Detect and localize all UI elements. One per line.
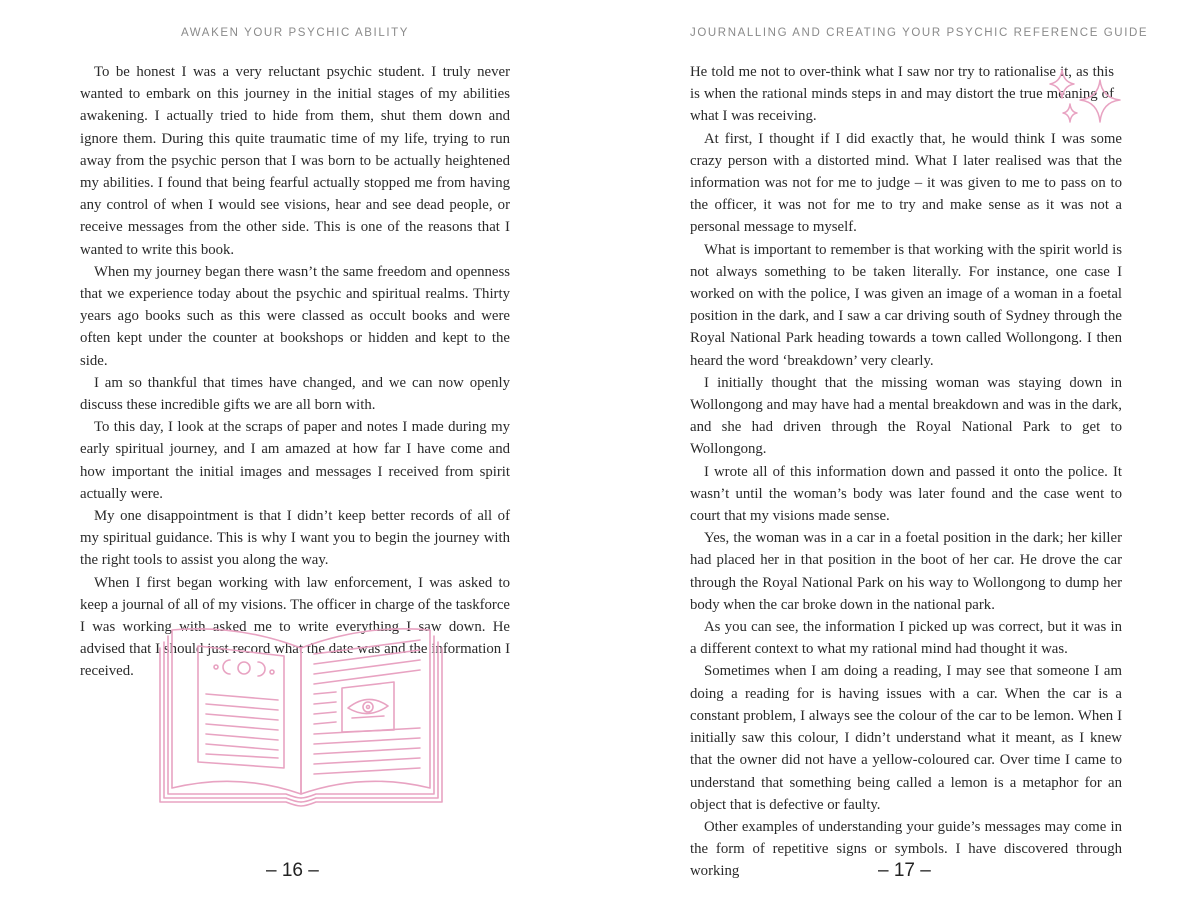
page-number-right: – 17 –: [878, 860, 931, 881]
sparkle-stars-icon: [1044, 68, 1124, 135]
paragraph: Other examples of understanding your guide’s messages may come in the form of repetitive signs or symbols. I have discovered through working: [690, 818, 1122, 880]
right-page: [600, 0, 1200, 918]
paragraph: My one disappointment is that I didn’t keep better records of all of my spiritual guidance. This is why I want you to begin the journey with the right tools to assist you along the way.: [80, 508, 510, 569]
paragraph: When I first began working with law enforcement, I was asked to keep a journal of all of my visions. The officer in charge of the taskforce I was working with asked me to write everything I saw down. He advised that I should just record what the date was and the information I received.: [80, 574, 510, 680]
paragraph: What is important to remember is that working with the spirit world is not always something to be taken literally. For instance, one case I worked on with the police, I was given an image of a woman in a foetal position in the dark, and I saw a car driving south of Sydney through the Royal National Park heading towards a town called Wollongong. I then heard the word ‘breakdown’ very clearly.: [690, 241, 1122, 369]
running-head-left: AWAKEN YOUR PSYCHIC ABILITY: [180, 27, 410, 39]
paragraph: To be honest I was a very reluctant psychic student. I truly never wanted to embark on this journey in the initial stages of my abilities awakening. I actually tried to hide from them, shut them down and ignore them. During this quite traumatic time of my life, trying to run away from the psychic person that I was born to be actually heightened my abilities. I found that being fearful actually stopped me from having any control of when I would see visions, hear and see dead people, or receive messages from the other side. This is one of the reasons that I wanted to write this book.: [80, 64, 510, 258]
running-head-right: JOURNALLING AND CREATING YOUR PSYCHIC REFERENCE GUIDE: [690, 27, 1149, 39]
paragraph: Sometimes when I am doing a reading, I may see that someone I am doing a reading for is having issues with a car. When the car is a constant problem, I always see the colour of the car to be lemon. When I initially saw this colour, I didn’t understand what it meant, as I knew that the owner did not have a yellow-coloured car. Over time I came to understand that something being called a lemon is a metaphor for an object that is defective or faulty.: [690, 663, 1122, 813]
paragraph: I am so thankful that times have changed, and we can now openly discuss these incredible gifts we are all born with.: [80, 374, 510, 414]
open-book-icon: [158, 626, 444, 813]
paragraph: I initially thought that the missing woman was staying down in Wollongong and may have had a mental breakdown and was in the dark, and she had driven through the Royal National Park to get to Wollongong.: [690, 374, 1122, 458]
paragraph: At first, I thought if I did exactly that, he would think I was some crazy person with a distorted mind. What I later realised was that the information was not for me to judge – it was given to me to pass on to the officer, it was not for me to try and make sense as it was not a personal message to myself.: [690, 130, 1122, 236]
paragraph: He told me not to over-think what I saw nor try to rationalise it, as this is when the rational minds steps in and may distort the true meaning of what I was receiving.: [690, 64, 1114, 125]
paragraph: I wrote all of this information down and passed it onto the police. It wasn’t until the woman’s body was later found and the case went to court that my visions made sense.: [690, 463, 1122, 525]
paragraph: As you can see, the information I picked up was correct, but it was in a different context to what my rational mind had thought it was.: [690, 619, 1122, 658]
paragraph: When my journey began there wasn’t the same freedom and openness that we experience today about the psychic and spiritual realms. Thirty years ago books such as this were classed as occult books and were often kept under the counter at bookshops or hidden and kept to the side.: [80, 263, 510, 369]
body-text-right: [690, 61, 1122, 883]
paragraph: To this day, I look at the scraps of paper and notes I made during my early spiritual journey, and I am amazed at how far I have come and how important the initial images and messages I received from spirit actually were.: [80, 419, 510, 502]
body-text-left: [80, 61, 510, 683]
paragraph: Yes, the woman was in a car in a foetal position in the dark; her killer had placed her in that position in the boot of her car. He drove the car through the Royal National Park on his way to Wollongong to dump her body when the car broke down in the national park.: [690, 530, 1122, 613]
page-number-left: – 16 –: [266, 860, 319, 881]
